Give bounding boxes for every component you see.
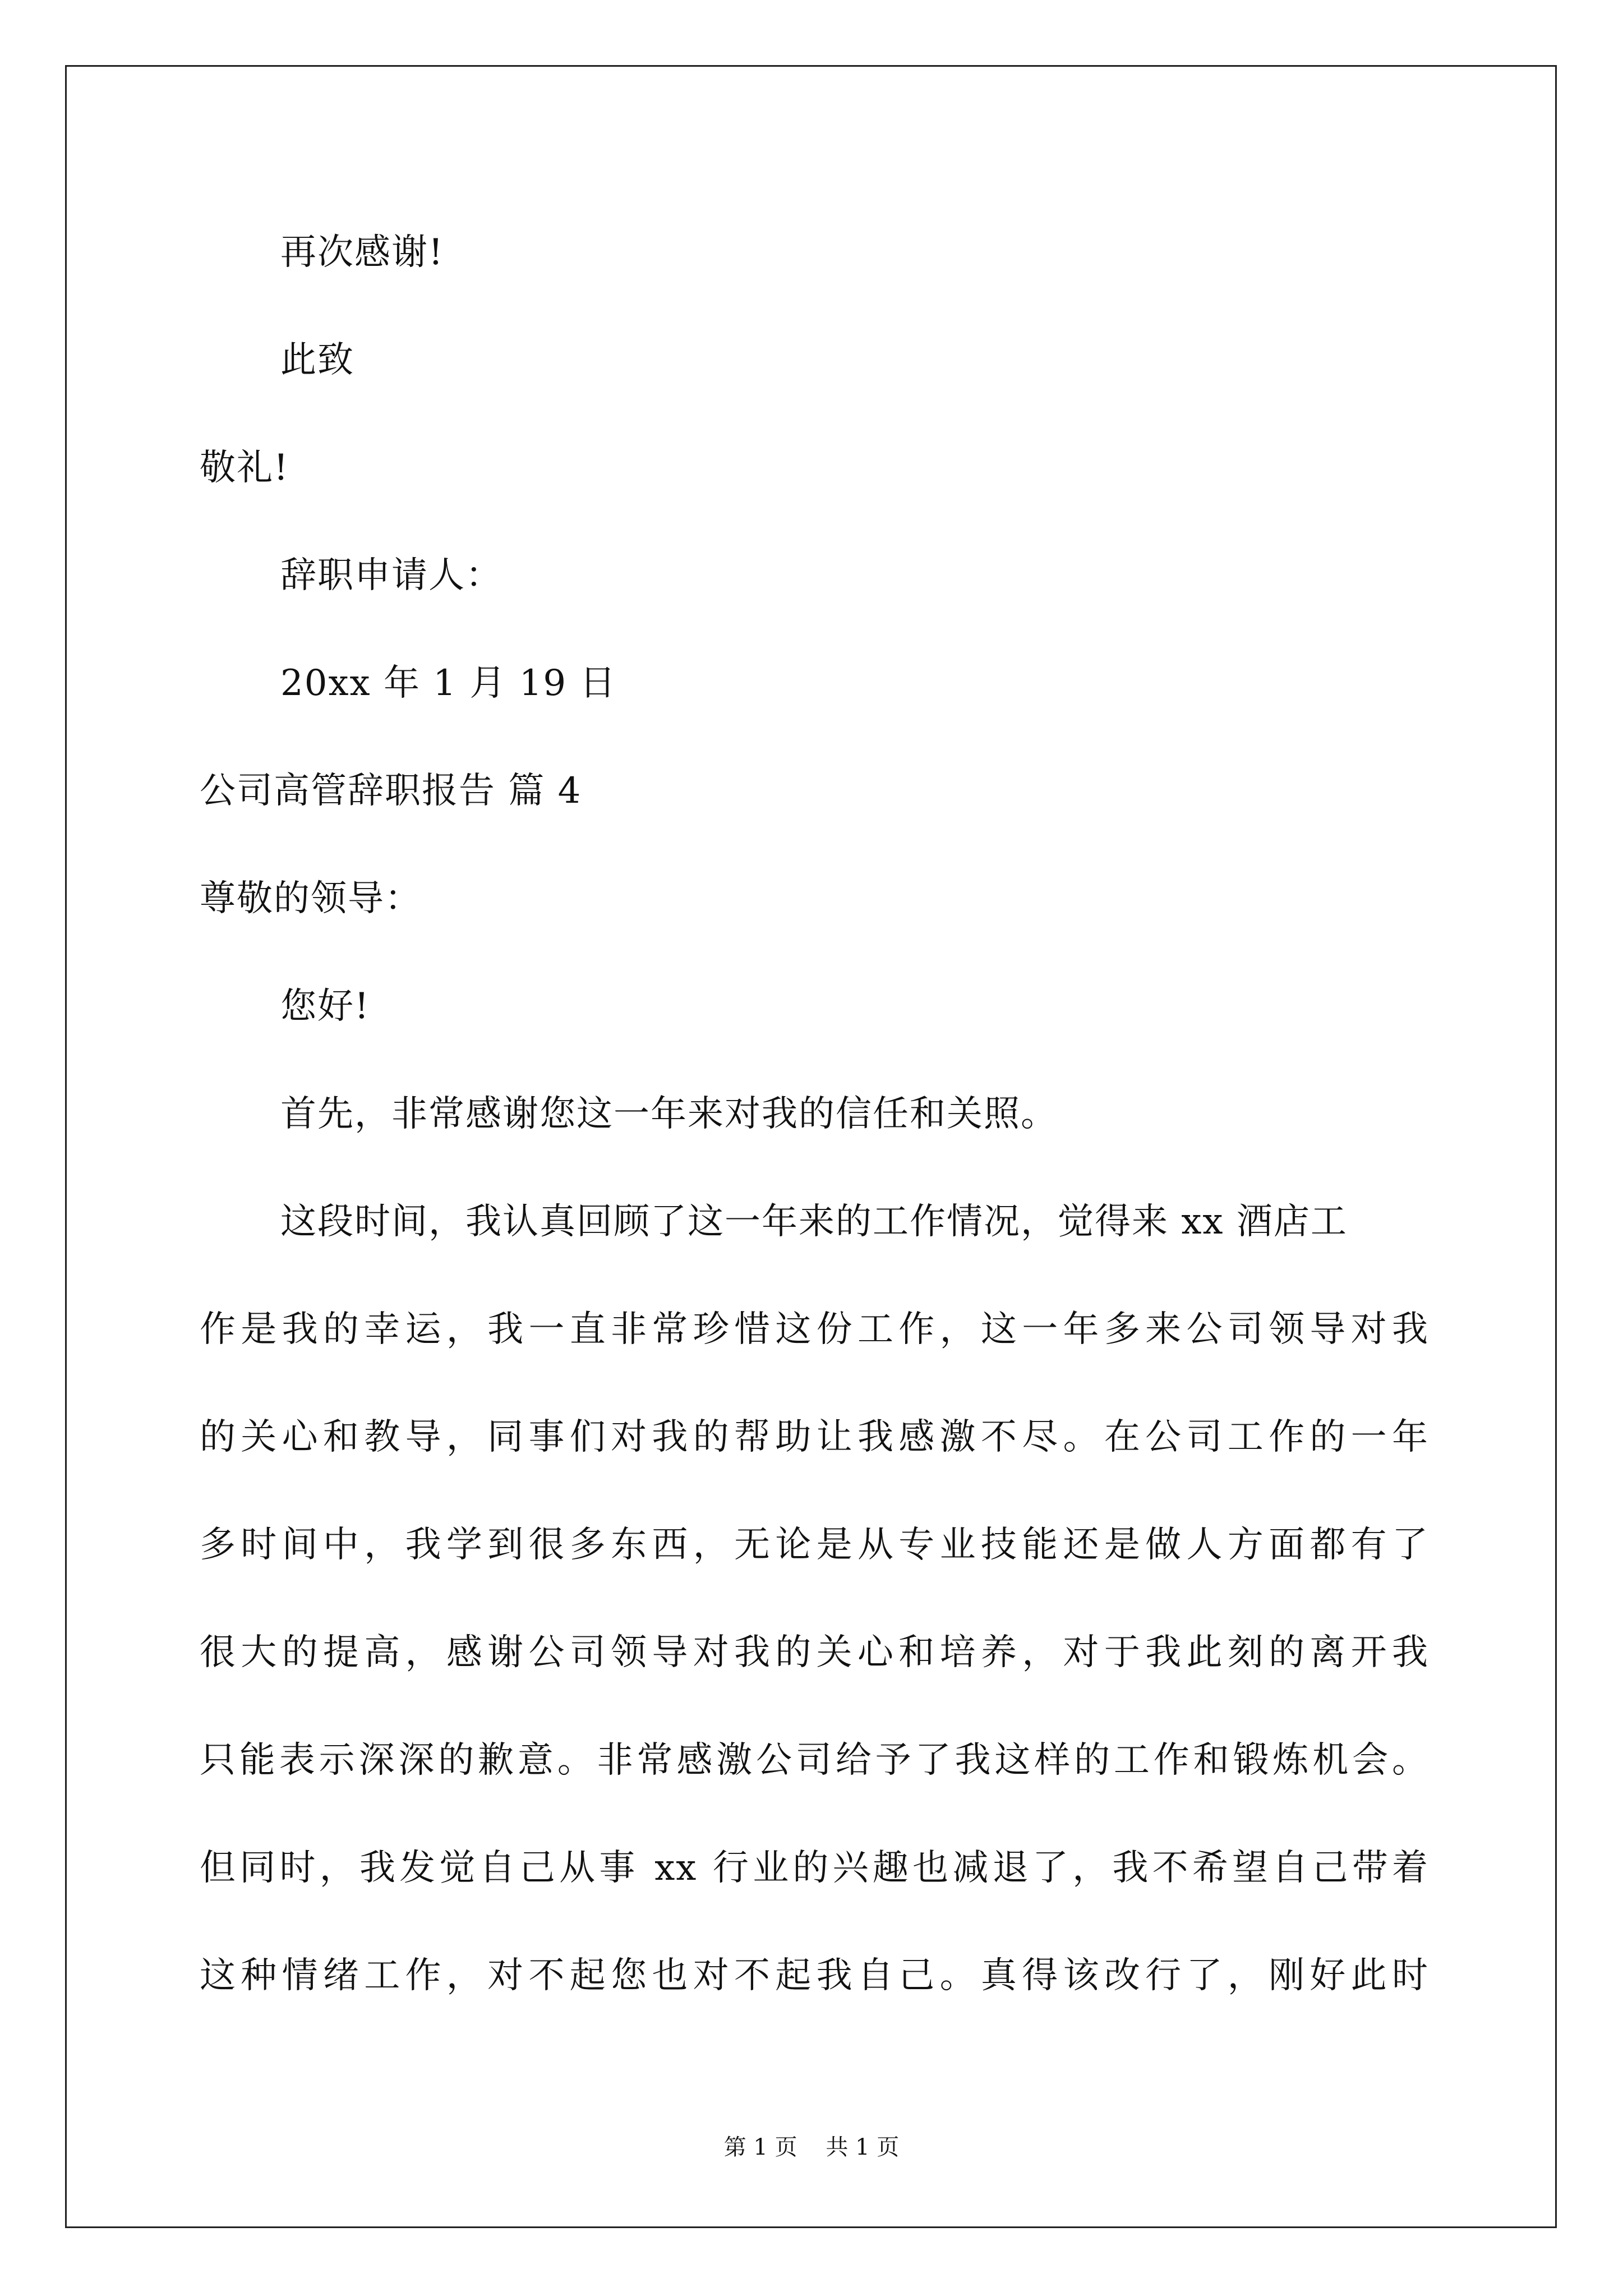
greeting: 您好!: [280, 986, 370, 1027]
text-line-2: 此致: [280, 339, 354, 381]
text-line-5: 20xx 年 1 月 19 日: [280, 662, 617, 704]
paragraph-line: 的关心和教导，同事们对我的帮助让我感激不尽。在公司工作的一年: [200, 1416, 1429, 1458]
paragraph-line: 这种情绪工作，对不起您也对不起我自己。真得该改行了，刚好此时: [200, 1955, 1429, 1996]
paragraph-line: 这段时间，我认真回顾了这一年来的工作情况，觉得来 xx 酒店工: [280, 1201, 1348, 1243]
page-footer: 第 1 页 共 1 页: [723, 2134, 900, 2160]
paragraph-line: 作是我的幸运，我一直非常珍惜这份工作，这一年多来公司领导对我: [200, 1309, 1429, 1350]
paragraph-line: 只能表示深深的歉意。非常感激公司给予了我这样的工作和锻炼机会。: [200, 1740, 1429, 1781]
text-line-4: 辞职申请人：: [280, 555, 502, 596]
salutation: 尊敬的领导：: [200, 878, 422, 919]
text-line-3: 敬礼!: [200, 447, 289, 489]
paragraph-line: 很大的提高，感谢公司领导对我的关心和培养，对于我此刻的离开我: [200, 1632, 1429, 1673]
text-line-1: 再次感谢!: [280, 232, 444, 273]
section-heading: 公司高管辞职报告 篇 4: [200, 770, 582, 812]
paragraph-line: 多时间中，我学到很多东西，无论是从专业技能还是做人方面都有了: [200, 1524, 1429, 1566]
paragraph-line: 首先，非常感谢您这一年来对我的信任和关照。: [280, 1093, 1058, 1135]
paragraph-line: 但同时，我发觉自己从事 xx 行业的兴趣也减退了，我不希望自己带着: [200, 1847, 1429, 1889]
page-border: [65, 65, 1557, 2228]
